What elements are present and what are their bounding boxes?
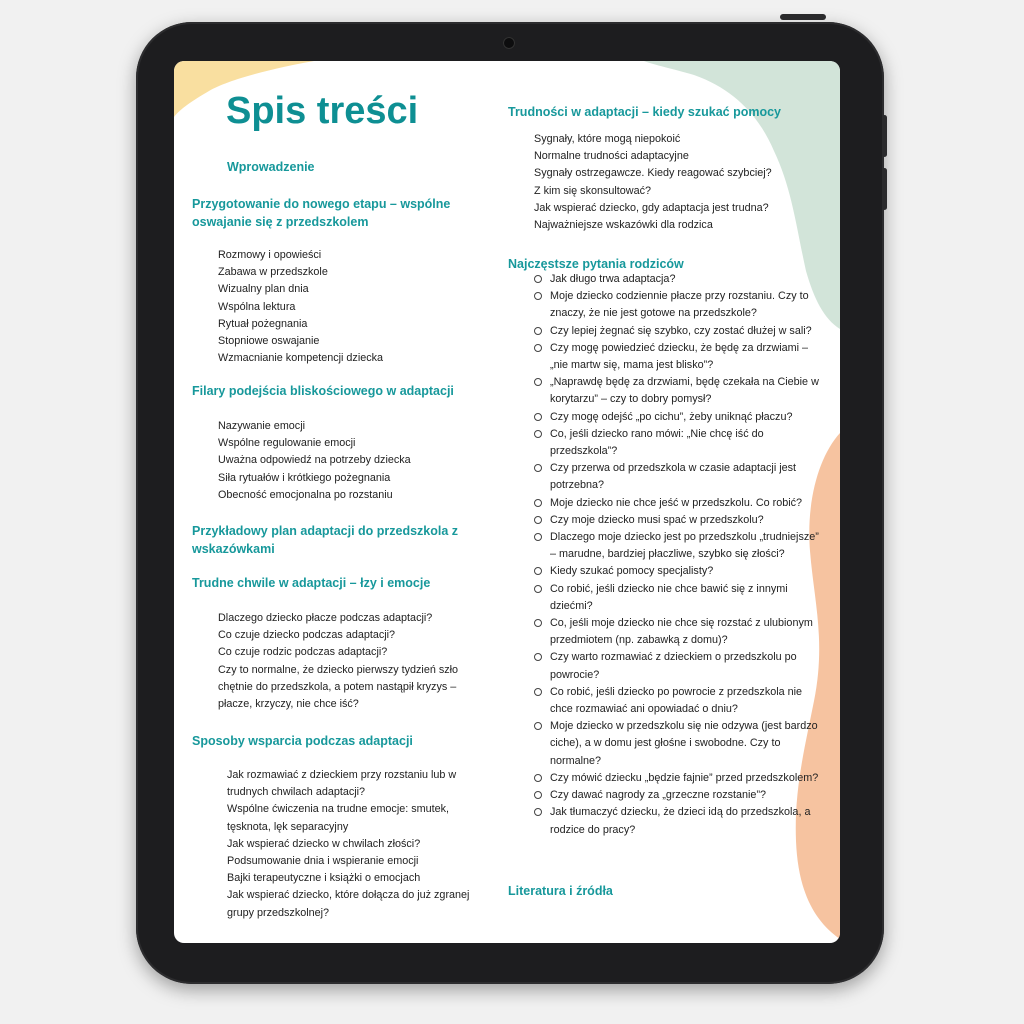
faq-item[interactable]: Czy moje dziecko musi spać w przedszkolu? — [508, 512, 820, 529]
toc-item[interactable]: Siła rytuałów i krótkiego pożegnania — [218, 471, 391, 484]
circle-bullet-icon — [534, 327, 542, 335]
circle-bullet-icon — [534, 808, 542, 816]
toc-item[interactable]: Jak wspierać dziecko, które dołącza do już zgranej grupy przedszkolnej? — [227, 889, 470, 919]
document-page — [174, 61, 840, 943]
toc-item[interactable]: Wspólna lektura — [218, 300, 296, 313]
circle-bullet-icon — [534, 585, 542, 593]
faq-item[interactable]: Czy mówić dziecku „będzie fajnie” przed przedszkolem? — [508, 770, 820, 787]
faq-item[interactable]: „Naprawdę będę za drzwiami, będę czekała na Ciebie w korytarzu” – czy to dobry pomysł? — [508, 374, 820, 408]
toc-item[interactable]: Normalne trudności adaptacyjne — [534, 150, 689, 163]
toc-item[interactable]: Rytuał pożegnania — [218, 317, 308, 330]
toc-item[interactable]: Jak wspierać dziecko, gdy adaptacja jest trudna? — [534, 201, 769, 214]
faq-item[interactable]: Co, jeśli moje dziecko nie chce się rozstać z ulubionym przedmiotem (np. zabawką z domu)? — [508, 615, 820, 649]
toc-list-adaptation-problems — [534, 131, 772, 234]
circle-bullet-icon — [534, 567, 542, 575]
toc-item[interactable]: Wspólne regulowanie emocji — [218, 437, 356, 450]
faq-item[interactable]: Czy lepiej żegnać się szybko, czy zostać dłużej w sali? — [508, 323, 820, 340]
faq-item[interactable]: Dlaczego moje dziecko jest po przedszkolu „trudniejsze” – marudne, bardziej płaczliwe, szybko się złości? — [508, 529, 820, 563]
circle-bullet-icon — [534, 722, 542, 730]
toc-item[interactable]: Wizualny plan dnia — [218, 283, 309, 296]
faq-item[interactable]: Czy przerwa od przedszkola w czasie adaptacji jest potrzebna? — [508, 460, 820, 494]
toc-item[interactable]: Jak rozmawiać z dzieckiem przy rozstaniu lub w trudnych chwilach adaptacji? — [227, 769, 457, 799]
toc-item[interactable]: Podsumowanie dnia i wspieranie emocji — [227, 855, 419, 868]
circle-bullet-icon — [534, 430, 542, 438]
toc-heading-faq[interactable]: Najczęstsze pytania rodziców — [508, 257, 684, 271]
toc-item[interactable]: Dlaczego dziecko płacze podczas adaptacji? — [218, 612, 433, 624]
faq-item[interactable]: Co robić, jeśli dziecko po powrocie z przedszkola nie chce rozmawiać ani opowiadać o dniu? — [508, 684, 820, 718]
circle-bullet-icon — [534, 464, 542, 472]
faq-item[interactable]: Jak długo trwa adaptacja? — [508, 271, 820, 288]
faq-item[interactable]: Co, jeśli dziecko rano mówi: „Nie chcę iść do przedszkola”? — [508, 426, 820, 460]
toc-item[interactable]: Nazywanie emocji — [218, 420, 306, 432]
circle-bullet-icon — [534, 344, 542, 352]
faq-item[interactable]: Moje dziecko nie chce jeść w przedszkolu. Co robić? — [508, 495, 820, 512]
toc-item[interactable]: Obecność emocjonalna po rozstaniu — [218, 488, 393, 501]
circle-bullet-icon — [534, 499, 542, 507]
toc-heading-adaptation-problems[interactable]: Trudności w adaptacji – kiedy szukać pomocy — [508, 105, 782, 119]
faq-item[interactable]: Czy mogę odejść „po cichu”, żeby uniknąć płaczu? — [508, 409, 820, 426]
toc-item[interactable]: Stopniowe oswajanie — [218, 335, 320, 348]
toc-item[interactable]: Czy to normalne, że dziecko pierwszy tydzień szło chętnie do przedszkola, a potem nastąpił kryzys – płacze, krzyczy, nie chce iść? — [218, 663, 459, 711]
toc-item[interactable]: Wzmacnianie kompetencji dziecka — [218, 352, 384, 365]
toc-list-pillars — [218, 418, 411, 504]
circle-bullet-icon — [534, 516, 542, 524]
circle-bullet-icon — [534, 275, 542, 283]
toc-item[interactable]: Sygnały, które mogą niepokoić — [534, 133, 681, 145]
circle-bullet-icon — [534, 653, 542, 661]
toc-item[interactable]: Wspólne ćwiczenia na trudne emocje: smutek, tęsknota, lęk separacyjny — [227, 803, 450, 833]
toc-heading-difficult[interactable]: Trudne chwile w adaptacji – łzy i emocje — [192, 576, 431, 590]
faq-list — [508, 271, 820, 839]
toc-list-support — [227, 767, 477, 922]
volume-up-button — [882, 115, 887, 157]
circle-bullet-icon — [534, 413, 542, 421]
circle-bullet-icon — [534, 619, 542, 627]
toc-item[interactable]: Rozmowy i opowieści — [218, 249, 322, 261]
faq-item[interactable]: Co robić, jeśli dziecko nie chce bawić się z innymi dziećmi? — [508, 581, 820, 615]
faq-item[interactable]: Jak tłumaczyć dziecku, że dzieci idą do przedszkola, a rodzice do pracy? — [508, 804, 820, 838]
volume-down-button — [882, 168, 887, 210]
circle-bullet-icon — [534, 533, 542, 541]
toc-heading-intro[interactable]: Wprowadzenie — [227, 160, 315, 174]
circle-bullet-icon — [534, 292, 542, 300]
toc-heading-pillars[interactable]: Filary podejścia bliskościowego w adaptacji — [192, 384, 454, 398]
toc-heading-preparation[interactable]: Przygotowanie do nowego etapu – wspólne oswajanie się z przedszkolem — [192, 197, 451, 229]
toc-list-difficult — [218, 610, 480, 713]
toc-heading-support[interactable]: Sposoby wsparcia podczas adaptacji — [192, 734, 413, 748]
toc-item[interactable]: Sygnały ostrzegawcze. Kiedy reagować szybciej? — [534, 167, 772, 180]
circle-bullet-icon — [534, 688, 542, 696]
toc-item[interactable]: Najważniejsze wskazówki dla rodzica — [534, 219, 713, 232]
toc-heading-plan[interactable]: Przykładowy plan adaptacji do przedszkola z wskazówkami — [192, 524, 459, 556]
faq-item[interactable]: Czy mogę powiedzieć dziecku, że będę za drzwiami – „nie martw się, mama jest blisko”? — [508, 340, 820, 374]
faq-item[interactable]: Moje dziecko w przedszkolu się nie odzywa (jest bardzo ciche), a w domu jest głośne i swobodne. Czy to normalne? — [508, 718, 820, 770]
power-button — [780, 14, 826, 20]
toc-heading-literature[interactable]: Literatura i źródła — [508, 884, 613, 898]
faq-item[interactable]: Kiedy szukać pomocy specjalisty? — [508, 563, 820, 580]
toc-list-preparation — [218, 247, 383, 367]
circle-bullet-icon — [534, 774, 542, 782]
faq-item[interactable]: Czy warto rozmawiać z dzieckiem o przedszkolu po powrocie? — [508, 649, 820, 683]
page-title: Spis treści — [226, 90, 419, 132]
faq-item[interactable]: Moje dziecko codziennie płacze przy rozstaniu. Czy to znaczy, że nie jest gotowe na przedszkole? — [508, 288, 820, 322]
toc-item[interactable]: Uważna odpowiedź na potrzeby dziecka — [218, 454, 411, 467]
faq-item[interactable]: Czy dawać nagrody za „grzeczne rozstanie”? — [508, 787, 820, 804]
circle-bullet-icon — [534, 791, 542, 799]
toc-item[interactable]: Zabawa w przedszkole — [218, 266, 328, 279]
toc-item[interactable]: Co czuje dziecko podczas adaptacji? — [218, 629, 396, 642]
toc-item[interactable]: Co czuje rodzic podczas adaptacji? — [218, 646, 388, 659]
circle-bullet-icon — [534, 378, 542, 386]
toc-item[interactable]: Bajki terapeutyczne i książki o emocjach — [227, 872, 421, 885]
toc-item[interactable]: Z kim się skonsultować? — [534, 184, 652, 197]
toc-item[interactable]: Jak wspierać dziecko w chwilach złości? — [227, 837, 421, 850]
camera-icon — [503, 37, 515, 49]
